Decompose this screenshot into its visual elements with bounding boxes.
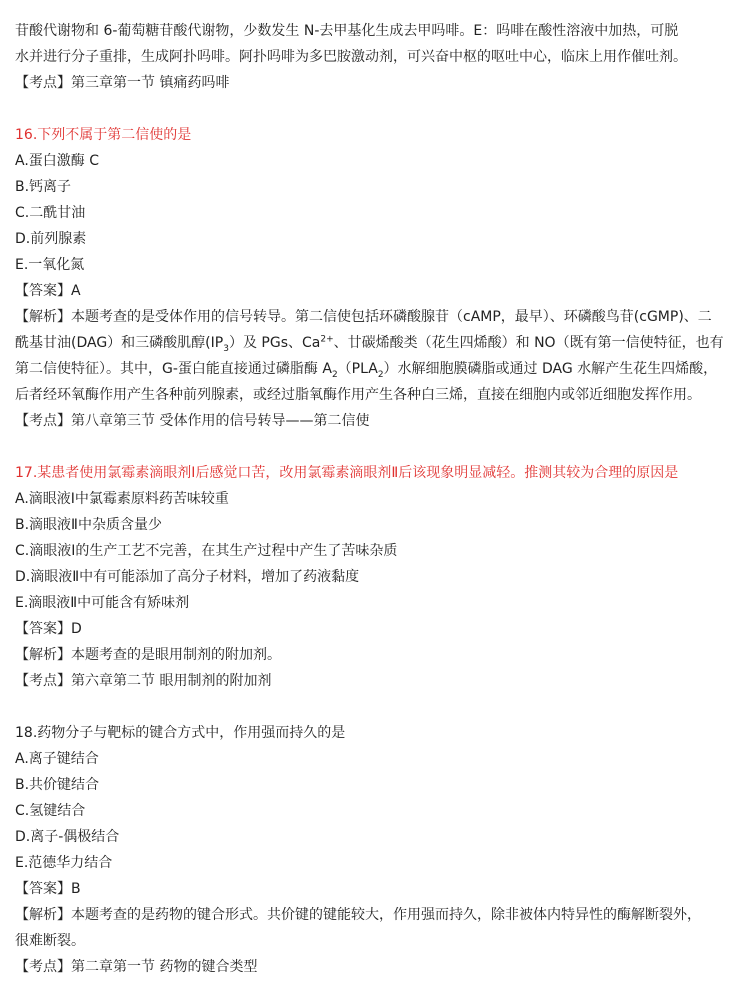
intro-text-line-1: 苷酸代谢物和 6-葡萄糖苷酸代谢物，少数发生 N-去甲基化生成去甲吗啡。E：吗啡在酸性溶液中加热，可脱	[15, 23, 679, 39]
question-16-option-d: D.前列腺素	[15, 231, 87, 247]
question-17-option-a: A.滴眼液Ⅰ中氯霉素原料药苦味较重	[15, 491, 229, 507]
question-17-title: 17.某患者使用氯霉素滴眼剂Ⅰ后感觉口苦，改用氯霉素滴眼剂Ⅱ后该现象明显减轻。推测其较为合理的原因是	[15, 465, 679, 481]
question-16-answer: 【答案】A	[15, 283, 81, 299]
question-18-option-a: A.离子键结合	[15, 751, 99, 767]
question-18	[15, 720, 737, 980]
question-17-option-c: C.滴眼液Ⅰ的生产工艺不完善，在其生产过程中产生了苦味杂质	[15, 543, 398, 559]
document-page	[15, 18, 737, 980]
question-16-option-a: A.蛋白激酶 C	[15, 153, 100, 169]
question-16-kaodian: 【考点】第八章第三节 受体作用的信号转导——第二信使	[15, 413, 370, 429]
question-17	[15, 460, 737, 694]
question-17-option-e: E.滴眼液Ⅱ中可能含有矫味剂	[15, 595, 190, 611]
question-17-option-d: D.滴眼液Ⅱ中有可能添加了高分子材料，增加了药液黏度	[15, 569, 360, 585]
question-16-jiexi-line-1: 【解析】本题考查的是受体作用的信号转导。第二信使包括环磷酸腺苷（cAMP，最早）、环磷酸鸟苷(cGMP)、二	[15, 309, 712, 325]
question-18-option-b: B.共价键结合	[15, 777, 100, 793]
question-17-answer: 【答案】D	[15, 621, 82, 637]
question-16-jiexi-line-4: 后者经环氧酶作用产生各种前列腺素，或经过脂氧酶作用产生各种白三烯，直接在细胞内或邻近细胞发挥作用。	[15, 387, 701, 403]
question-16-title: 16.下列不属于第二信使的是	[15, 127, 192, 143]
question-17-kaodian: 【考点】第六章第二节 眼用制剂的附加剂	[15, 673, 272, 689]
question-18-title: 18.药物分子与靶标的键合方式中，作用强而持久的是	[15, 725, 346, 741]
question-18-jiexi-line-2: 很难断裂。	[15, 933, 85, 949]
question-16-option-c: C.二酰甘油	[15, 205, 86, 221]
question-17-jiexi: 【解析】本题考查的是眼用制剂的附加剂。	[15, 647, 281, 663]
intro-kaodian: 【考点】第三章第一节 镇痛药吗啡	[15, 75, 230, 91]
question-16-jiexi-line-3: 第二信使特征）。其中，G-蛋白能直接通过磷脂酶 $A_2(PLA_2)$水解细胞膜磷脂或通过 DAG 水解产生花生四烯酸，	[15, 361, 718, 380]
question-18-answer: 【答案】B	[15, 881, 81, 897]
intro-text-line-2: 水并进行分子重排，生成阿扑吗啡。阿扑吗啡为多巴胺激动剂，可兴奋中枢的呕吐中心，临床上用作催吐剂。	[15, 49, 687, 65]
question-18-option-e: E.范德华力结合	[15, 855, 113, 871]
question-18-option-d: D.离子-偶极结合	[15, 829, 120, 845]
question-16-option-e: E.一氧化氮	[15, 257, 85, 273]
question-18-kaodian: 【考点】第二章第一节 药物的键合类型	[15, 959, 258, 975]
question-17-option-b: B.滴眼液Ⅱ中杂质含量少	[15, 517, 162, 533]
question-18-option-c: C.氢键结合	[15, 803, 86, 819]
question-18-jiexi-line-1: 【解析】本题考查的是药物的键合形式。共价键的键能较大，作用强而持久，除非被体内特异性的酶解断裂外，	[15, 907, 701, 923]
question-16-option-b: B.钙离子	[15, 179, 72, 195]
question-16-jiexi-line-2: 酰基甘油(DAG）和三磷酸肌醇$(IP_3)$及 PGs、$Ca^{2+}$、廿碳烯酸类（花生四烯酸）和 NO（既有第一信使特征，也有	[15, 334, 724, 354]
question-16	[15, 122, 737, 434]
